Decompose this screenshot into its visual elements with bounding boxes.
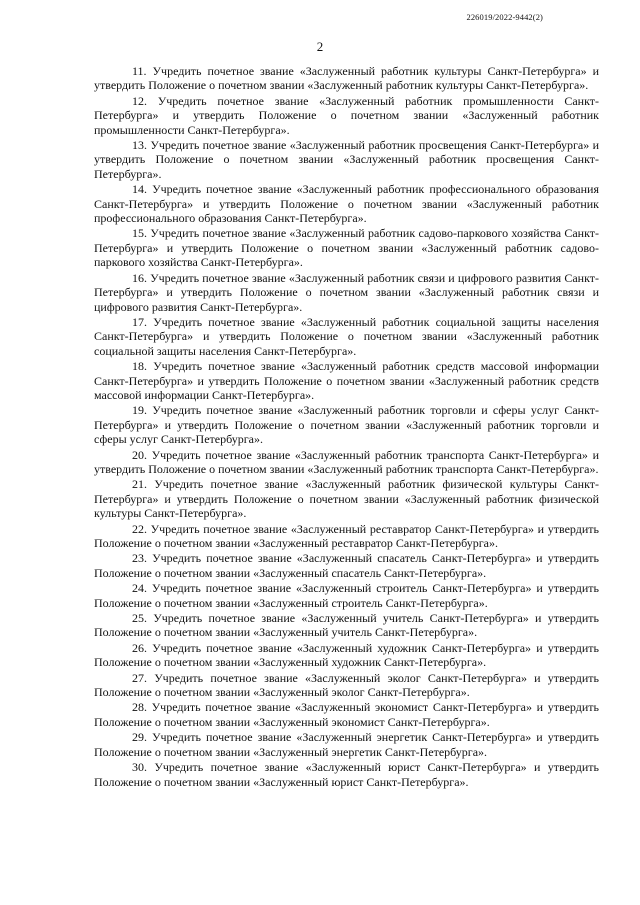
resolution-item: 23. Учредить почетное звание «Заслуженный спасатель Санкт-Петербурга» и утвердить Положение о почетном звании «Заслуженный спасатель Санкт-Петербурга».	[94, 551, 599, 580]
resolution-items	[94, 64, 599, 790]
resolution-item: 29. Учредить почетное звание «Заслуженный энергетик Санкт-Петербурга» и утвердить Положение о почетном звании «Заслуженный энергетик Санкт-Петербурга».	[94, 730, 599, 759]
resolution-item: 26. Учредить почетное звание «Заслуженный художник Санкт-Петербурга» и утвердить Положение о почетном звании «Заслуженный художник Санкт-Петербурга».	[94, 640, 599, 670]
resolution-item: 17. Учредить почетное звание «Заслуженный работник социальной защиты населения Санкт-Петербурга» и утвердить Положение о почетном звании «Заслуженный работник социальной защиты населения Санкт-Петербурга».	[94, 314, 599, 358]
resolution-item: 15. Учредить почетное звание «Заслуженный работник садово-паркового хозяйства Санкт-Петербурга» и утвердить Положение о почетном звании «Заслуженный работник садово-паркового хозяйства Санкт-Петербурга».	[94, 226, 599, 270]
resolution-item: 12. Учредить почетное звание «Заслуженный работник промышленности Санкт-Петербурга» и утвердить Положение о почетном звании «Заслуженный работник промышленности Санкт-Петербурга».	[94, 93, 599, 137]
resolution-item: 16. Учредить почетное звание «Заслуженный работник связи и цифрового развития Санкт-Петербурга» и утвердить Положение о почетном звании «Заслуженный работник связи и цифрового развития Санкт-Петербурга».	[94, 270, 599, 314]
resolution-item: 28. Учредить почетное звание «Заслуженный экономист Санкт-Петербурга» и утвердить Положение о почетном звании «Заслуженный экономист Санкт-Петербурга».	[94, 700, 599, 729]
resolution-item: 24. Учредить почетное звание «Заслуженный строитель Санкт-Петербурга» и утвердить Положение о почетном звании «Заслуженный строитель Санкт-Петербурга».	[94, 581, 599, 610]
resolution-item: 20. Учредить почетное звание «Заслуженный работник транспорта Санкт-Петербурга» и утвердить Положение о почетном звании «Заслуженный работник транспорта Санкт-Петербурга».	[94, 447, 599, 476]
resolution-item: 18. Учредить почетное звание «Заслуженный работник средств массовой информации Санкт-Петербурга» и утвердить Положение о почетном звании «Заслуженный работник средств массовой информации Санкт-Петербурга».	[94, 359, 599, 402]
resolution-item: 25. Учредить почетное звание «Заслуженный учитель Санкт-Петербурга» и утвердить Положение о почетном звании «Заслуженный учитель Санкт-Петербурга».	[94, 611, 599, 640]
resolution-item: 21. Учредить почетное звание «Заслуженный работник физической культуры Санкт-Петербурга» и утвердить Положение о почетном звании «Заслуженный работник физической культуры Санкт-Петербурга».	[94, 477, 599, 521]
resolution-item: 30. Учредить почетное звание «Заслуженный юрист Санкт-Петербурга» и утвердить Положение о почетном звании «Заслуженный юрист Санкт-Петербурга».	[94, 760, 599, 789]
resolution-item: 22. Учредить почетное звание «Заслуженный реставратор Санкт-Петербурга» и утвердить Положение о почетном звании «Заслуженный реставратор Санкт-Петербурга».	[94, 521, 599, 550]
resolution-item: 13. Учредить почетное звание «Заслуженный работник просвещения Санкт-Петербурга» и утвердить Положение о почетном звании «Заслуженный работник просвещения Санкт-Петербурга».	[94, 138, 599, 181]
page-number: 2	[316, 39, 324, 54]
document-id: 226019/2022-9442(2)	[466, 12, 543, 22]
resolution-item: 27. Учредить почетное звание «Заслуженный эколог Санкт-Петербурга» и утвердить Положение о почетном звании «Заслуженный эколог Санкт-Петербурга».	[94, 670, 599, 700]
resolution-item: 11. Учредить почетное звание «Заслуженный работник культуры Санкт-Петербурга» и утвердить Положение о почетном звании «Заслуженный работник культуры Санкт-Петербурга».	[94, 64, 599, 93]
resolution-item: 19. Учредить почетное звание «Заслуженный работник торговли и сферы услуг Санкт-Петербурга» и утвердить Положение о почетном звании «Заслуженный работник торговли и сферы услуг Санкт-Петербурга».	[94, 403, 599, 447]
resolution-item: 14. Учредить почетное звание «Заслуженный работник профессионального образования Санкт-Петербурга» и утвердить Положение о почетном звании «Заслуженный работник профессионального образования Санкт-Петербурга».	[94, 182, 599, 226]
